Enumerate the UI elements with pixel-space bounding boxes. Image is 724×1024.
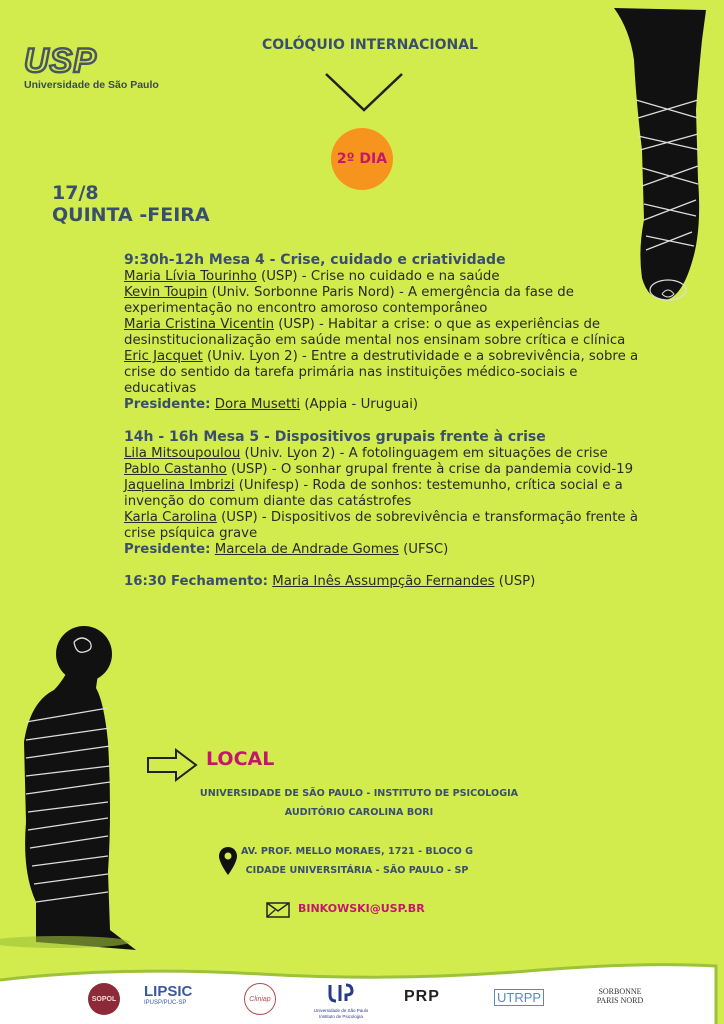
- talk-detail: (Univ. Lyon 2) - Entre a destrutividade e a sobrevivência, sobre a crise do sentido da tarefa primária nas instituições médico-sociais e educativas: [124, 349, 639, 396]
- venue-line-2: AUDITÓRIO CAROLINA BORI: [284, 807, 434, 818]
- map-pin-icon: [218, 846, 238, 876]
- closing-line: [124, 574, 654, 590]
- speaker-name: Jaquelina Imbrizi: [124, 478, 235, 493]
- talk-item: [124, 349, 654, 397]
- talk-detail: (USP) - Habitar a crise: o que as experiências de desinstitucionalização em saúde mental nos ensinam sobre crítica e clínica: [124, 317, 626, 348]
- logo-usp-ip-line2: Instituto de Psicologia: [319, 1014, 363, 1019]
- president-label: Presidente:: [124, 397, 211, 412]
- speaker-name: Karla Carolina: [124, 510, 217, 525]
- logo-lipsic: [144, 983, 220, 1006]
- talk-item: [124, 446, 654, 462]
- date-weekday: QUINTA -FEIRA: [52, 204, 210, 226]
- event-title: COLÓQUIO INTERNACIONAL: [262, 37, 478, 53]
- program: [124, 252, 654, 590]
- logo-lipsic-name: LIPSIC: [144, 983, 193, 1000]
- speaker-name: Kevin Toupin: [124, 285, 208, 300]
- arrow-right-icon: [146, 748, 198, 782]
- usp-logo: [24, 44, 159, 91]
- closing-speaker: Maria Inês Assumpção Fernandes: [272, 574, 495, 589]
- session-title: 9:30h-12h Mesa 4 - Crise, cuidado e criatividade: [124, 252, 506, 268]
- talk-item: [124, 285, 654, 317]
- address-line-1: AV. PROF. MELLO MORAES, 1721 - BLOCO G: [240, 846, 474, 857]
- logo-sorbonne-line1: SORBONNE: [598, 987, 642, 996]
- talk-item: [124, 317, 654, 349]
- usp-logo-mark: USP: [24, 42, 97, 80]
- logo-sorbonne: [592, 987, 648, 1005]
- speaker-name: Maria Cristina Vicentin: [124, 317, 274, 332]
- talk-item: [124, 510, 654, 542]
- president-line: [124, 397, 654, 413]
- logo-utrpp: UTRPP: [494, 989, 544, 1006]
- talk-detail: (USP) - Crise no cuidado e na saúde: [256, 269, 500, 284]
- logo-usp-ip-line1: Universidade de São Paulo: [313, 1008, 369, 1013]
- session-mesa-4: [124, 252, 654, 413]
- logo-sopol: SOPOL: [88, 983, 120, 1015]
- president-affiliation: (UFSC): [398, 542, 449, 557]
- venue-line-1: UNIVERSIDADE DE SÃO PAULO - INSTITUTO DE PSICOLOGIA: [199, 788, 519, 799]
- date-day: 17/8: [52, 182, 99, 204]
- talk-detail: (USP) - O sonhar grupal frente à crise da pandemia covid-19: [226, 462, 634, 477]
- talk-detail: (Unifesp) - Roda de sonhos: testemunho, crítica social e a invenção do comum diante das catástrofes: [124, 478, 623, 509]
- logo-lipsic-sub: IPUSP/PUC-SP: [144, 1000, 187, 1006]
- logo-clinap: Cliniap: [244, 983, 276, 1015]
- speaker-name: Maria Lívia Tourinho: [124, 269, 257, 284]
- session-mesa-5: [124, 429, 654, 558]
- session-title: 14h - 16h Mesa 5 - Dispositivos grupais frente à crise: [124, 429, 546, 445]
- talk-detail: (USP) - Dispositivos de sobrevivência e transformação frente à crise psíquica grave: [124, 510, 638, 541]
- talk-item: [124, 462, 654, 478]
- president-name: Marcela de Andrade Gomes: [214, 542, 399, 557]
- chevron-down-icon: [322, 70, 406, 114]
- mail-icon: [266, 900, 290, 918]
- president-line: [124, 542, 654, 558]
- logo-usp-ip: [306, 983, 376, 1020]
- president-affiliation: (Appia - Uruguai): [300, 397, 419, 412]
- partner-logos: [0, 975, 724, 1024]
- usp-logo-name: Universidade de São Paulo: [24, 79, 159, 91]
- logo-sorbonne-line2: PARIS NORD: [596, 996, 644, 1005]
- local-title: LOCAL: [206, 748, 275, 770]
- speaker-name: Pablo Castanho: [124, 462, 227, 477]
- talk-detail: (Univ. Lyon 2) - A fotolinguagem em situações de crise: [240, 446, 608, 461]
- talk-detail: (Univ. Sorbonne Paris Nord) - A emergência da fase de experimentação no encontro amoroso contemporâneo: [124, 285, 574, 316]
- speaker-name: Lila Mitsoupoulou: [124, 446, 241, 461]
- talk-item: [124, 478, 654, 510]
- wrapped-figure-bottom-illustration: [0, 612, 150, 952]
- speaker-name: Eric Jacquet: [124, 349, 203, 364]
- talk-item: [124, 269, 654, 285]
- address-line-2: CIDADE UNIVERSITÁRIA - SÃO PAULO - SP: [245, 865, 469, 876]
- usp-ip-icon: [326, 983, 356, 1003]
- logo-prp: PRP: [404, 988, 440, 1005]
- closing-label: 16:30 Fechamento:: [124, 574, 268, 589]
- day-badge: 2º DIA: [331, 128, 393, 190]
- date-block: [52, 182, 210, 226]
- president-name: Dora Musetti: [214, 397, 301, 412]
- contact-email[interactable]: BINKOWSKI@USP.BR: [298, 902, 425, 915]
- president-label: Presidente:: [124, 542, 211, 557]
- closing-affiliation: (USP): [494, 574, 536, 589]
